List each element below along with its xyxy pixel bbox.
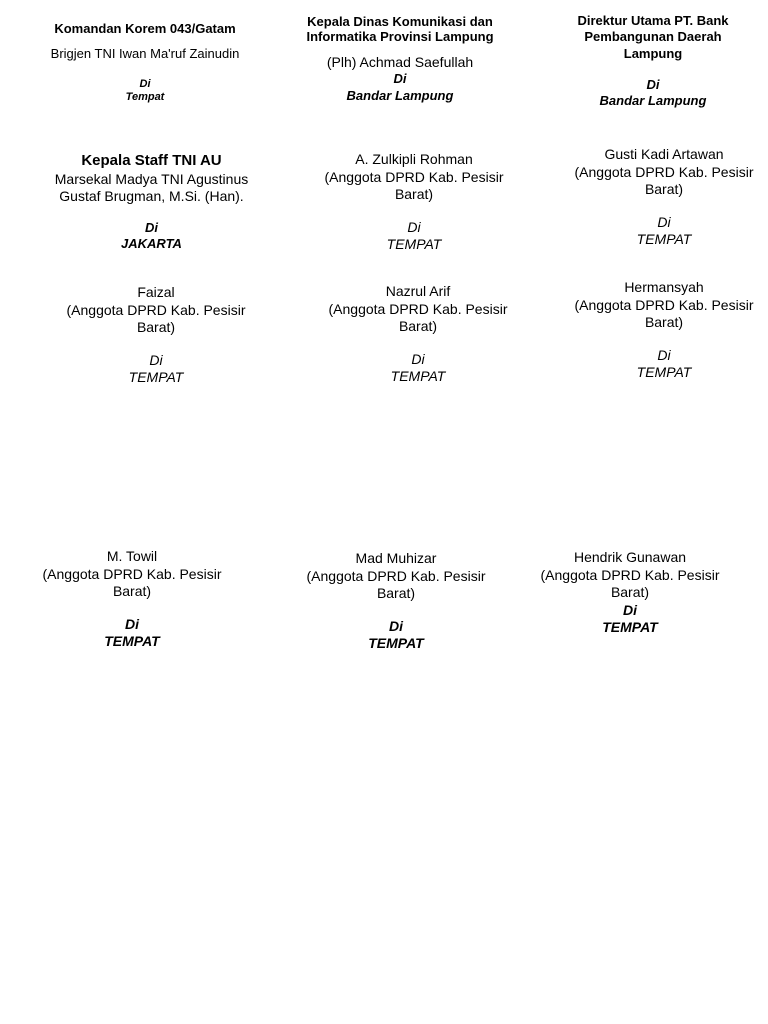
location: TEMPAT xyxy=(602,619,658,635)
location: TEMPAT xyxy=(104,633,160,649)
location: TEMPAT xyxy=(636,231,692,247)
addressee-role-cont: Barat) xyxy=(394,186,434,202)
addressee-role-cont: Barat) xyxy=(112,583,152,599)
addressee-title: Kepala Dinas Komunikasi dan xyxy=(307,14,493,29)
address-block-faizal xyxy=(42,284,270,387)
location-prefix: Di xyxy=(149,351,163,368)
location: TEMPAT xyxy=(636,364,692,380)
location-prefix: Di xyxy=(407,218,421,235)
address-block-bank-lampung xyxy=(538,13,768,109)
addressee-name: (Plh) Achmad Saefullah xyxy=(326,53,474,70)
address-block-muhizar xyxy=(282,550,510,653)
address-block-diskominfo xyxy=(285,15,515,104)
location-prefix: Di xyxy=(389,617,403,634)
address-block-hermansyah xyxy=(550,279,768,382)
addressee-title-cont: Informatika Provinsi Lampung xyxy=(306,28,494,44)
location: TEMPAT xyxy=(128,369,184,385)
addressee-role-cont: Barat) xyxy=(136,319,176,335)
location-prefix: Di xyxy=(125,615,139,632)
addressee-name: Hermansyah xyxy=(624,279,704,295)
addressee-name: Hendrik Gunawan xyxy=(573,549,687,565)
addressee-role-cont: Barat) xyxy=(644,314,684,330)
address-block-tni-au xyxy=(30,152,273,252)
location: Bandar Lampung xyxy=(346,87,454,103)
addressee-title-cont: Pembangunan Daerah xyxy=(584,29,722,45)
location-prefix: Di xyxy=(646,76,660,92)
location-prefix: Di xyxy=(411,350,425,367)
addressee-name: A. Zulkipli Rohman xyxy=(355,151,473,167)
location: TEMPAT xyxy=(386,236,442,252)
addressee-name: Marsekal Madya TNI Agustinus xyxy=(54,170,249,187)
location-prefix: Di xyxy=(145,219,158,235)
addressee-role: (Anggota DPRD Kab. Pesisir xyxy=(66,301,246,318)
addressee-role: (Anggota DPRD Kab. Pesisir xyxy=(574,296,754,313)
address-block-hendrik xyxy=(516,549,744,637)
address-block-korem xyxy=(30,21,260,105)
location-prefix: Di xyxy=(657,346,671,363)
location-prefix: Di xyxy=(623,601,637,618)
addressee-name: Mad Muhizar xyxy=(355,550,437,566)
addressee-role: (Anggota DPRD Kab. Pesisir xyxy=(324,168,504,185)
addressee-role-cont: Barat) xyxy=(644,181,684,197)
location-prefix: Di xyxy=(657,213,671,230)
addressee-name: Brigjen TNI Iwan Ma'ruf Zainudin xyxy=(50,46,240,62)
location: Bandar Lampung xyxy=(599,93,707,108)
addressee-role-cont: Barat) xyxy=(398,318,438,334)
address-block-gusti xyxy=(550,146,768,249)
location: Tempat xyxy=(125,91,165,104)
address-block-nazrul xyxy=(304,283,532,386)
addressee-title: Kepala Staff TNI AU xyxy=(81,152,222,169)
addressee-role: (Anggota DPRD Kab. Pesisir xyxy=(574,163,754,180)
addressee-role-cont: Barat) xyxy=(376,585,416,601)
location: TEMPAT xyxy=(390,368,446,384)
location-prefix: Di xyxy=(393,71,407,87)
addressee-name: Nazrul Arif xyxy=(385,283,451,299)
addressee-role: (Anggota DPRD Kab. Pesisir xyxy=(540,566,720,583)
addressee-title: Komandan Korem 043/Gatam xyxy=(54,21,236,36)
addressee-name: M. Towil xyxy=(106,548,158,564)
location-prefix: Di xyxy=(139,77,151,90)
addressee-role: (Anggota DPRD Kab. Pesisir xyxy=(42,565,222,582)
location: JAKARTA xyxy=(121,236,182,251)
address-block-towil xyxy=(18,548,246,651)
address-block-zulkipli xyxy=(300,151,528,254)
location: TEMPAT xyxy=(368,635,424,651)
addressee-name: Gusti Kadi Artawan xyxy=(604,146,724,162)
addressee-role-cont: Barat) xyxy=(610,584,650,600)
addressee-title-cont2: Lampung xyxy=(623,45,683,61)
addressee-name: Faizal xyxy=(137,284,175,300)
addressee-role: (Anggota DPRD Kab. Pesisir xyxy=(328,300,508,317)
addressee-name-cont: Gustaf Brugman, M.Si. (Han). xyxy=(59,188,244,205)
addressee-title: Direktur Utama PT. Bank xyxy=(577,13,729,28)
addressee-role: (Anggota DPRD Kab. Pesisir xyxy=(306,567,486,584)
